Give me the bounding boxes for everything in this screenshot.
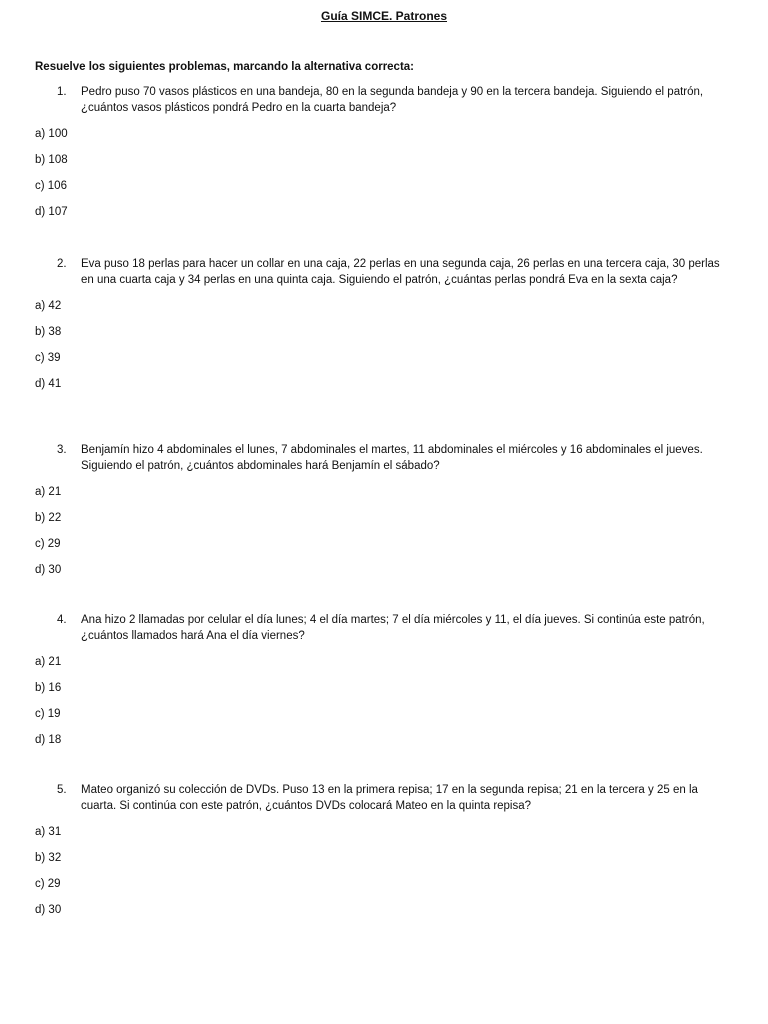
option-c[interactable]: c) 29 <box>35 878 61 890</box>
option-b[interactable]: b) 108 <box>35 154 68 166</box>
options-list <box>35 824 725 928</box>
option-b[interactable]: b) 38 <box>35 326 62 338</box>
option-d[interactable]: d) 18 <box>35 734 62 746</box>
option-b[interactable]: b) 16 <box>35 682 62 694</box>
option-a[interactable]: a) 21 <box>35 656 62 668</box>
option-a[interactable]: a) 100 <box>35 128 68 140</box>
option-b[interactable]: b) 32 <box>35 852 62 864</box>
option-c[interactable]: c) 39 <box>35 352 61 364</box>
option-c[interactable]: c) 29 <box>35 538 61 550</box>
question-5 <box>35 783 725 928</box>
option-d[interactable]: d) 30 <box>35 564 62 576</box>
option-a[interactable]: a) 31 <box>35 826 62 838</box>
question-number: 3. <box>57 444 67 456</box>
question-text: Pedro puso 70 vasos plásticos en una bandeja, 80 en la segunda bandeja y 90 en la tercera bandeja. Siguiendo el patrón, ¿cuántos vasos plásticos pondrá Pedro en la cuarta bandeja? <box>81 86 704 114</box>
option-d[interactable]: d) 107 <box>35 206 68 218</box>
question-1 <box>35 85 725 230</box>
question-stem <box>35 783 725 814</box>
question-text: Mateo organizó su colección de DVDs. Puso 13 en la primera repisa; 17 en la segunda repisa; 21 en la tercera y 25 en la cuarta. Si continúa con este patrón, ¿cuántos DVDs colocará Mateo en la quinta repisa? <box>81 784 698 812</box>
option-c[interactable]: c) 19 <box>35 708 61 720</box>
page-title: Guía SIMCE. Patrones <box>320 9 448 23</box>
option-d[interactable]: d) 41 <box>35 378 62 390</box>
question-number: 4. <box>57 614 67 626</box>
instructions: Resuelve los siguientes problemas, marcando la alternativa correcta: <box>35 61 415 73</box>
question-2 <box>35 257 725 402</box>
question-stem <box>35 257 725 288</box>
question-3 <box>35 443 725 588</box>
question-text: Eva puso 18 perlas para hacer un collar en una caja, 22 perlas en una segunda caja, 26 perlas en una tercera caja, 30 perlas en una cuarta caja y 34 perlas en una quinta caja. Siguiendo el patrón, ¿cuántas perlas pondrá Eva en la sexta caja? <box>81 258 720 286</box>
question-number: 1. <box>57 86 67 98</box>
option-a[interactable]: a) 21 <box>35 486 62 498</box>
option-c[interactable]: c) 106 <box>35 180 67 192</box>
options-list <box>35 484 725 588</box>
options-list <box>35 126 725 230</box>
question-stem <box>35 443 725 474</box>
question-4 <box>35 613 725 758</box>
question-stem <box>35 85 725 116</box>
question-text: Benjamín hizo 4 abdominales el lunes, 7 abdominales el martes, 11 abdominales el miércoles y 16 abdominales el jueves. Siguiendo el patrón, ¿cuántos abdominales hará Benjamín el sábado? <box>81 444 703 472</box>
option-a[interactable]: a) 42 <box>35 300 62 312</box>
options-list <box>35 298 725 402</box>
question-stem <box>35 613 725 644</box>
options-list <box>35 654 725 758</box>
question-number: 2. <box>57 258 67 270</box>
option-b[interactable]: b) 22 <box>35 512 62 524</box>
question-text: Ana hizo 2 llamadas por celular el día lunes; 4 el día martes; 7 el día miércoles y 11, el día jueves. Si continúa este patrón, ¿cuántos llamados hará Ana el día viernes? <box>81 614 705 642</box>
question-number: 5. <box>57 784 67 796</box>
option-d[interactable]: d) 30 <box>35 904 62 916</box>
